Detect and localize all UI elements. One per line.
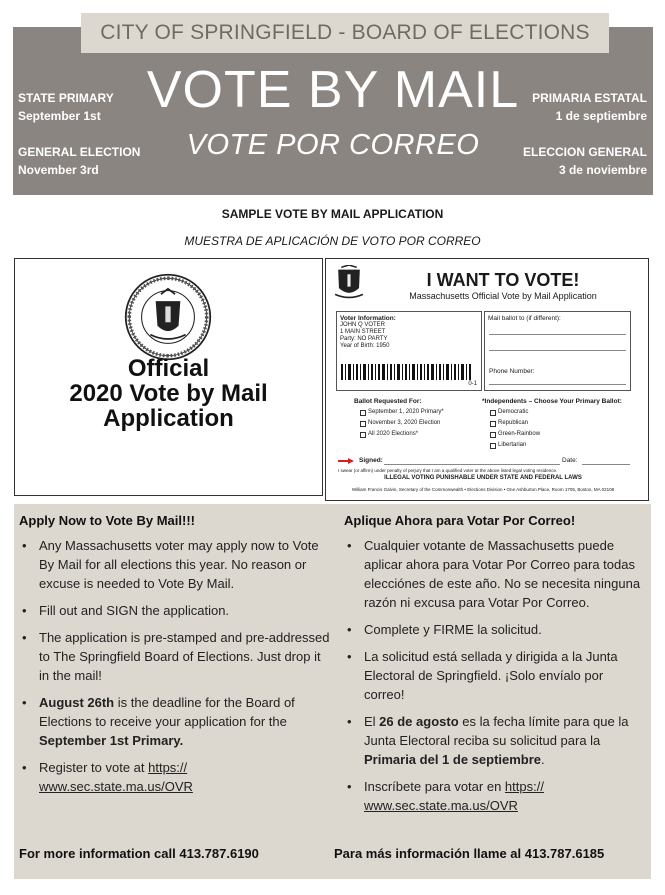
eleccion-general-block: [523, 143, 647, 179]
ballot-option: [360, 407, 444, 418]
voter-line: Party: NO PARTY: [340, 336, 388, 342]
official-line-3: Application: [103, 405, 234, 432]
ballot-requested-heading: Ballot Requested For:: [354, 398, 422, 405]
checkbox-icon: [360, 421, 366, 427]
party-option: [490, 418, 540, 429]
english-heading: Apply Now to Vote By Mail!!!: [19, 513, 195, 528]
deadline-text: is the deadline for the Board of Elections to receive your application for the: [39, 695, 295, 729]
checkbox-icon: [490, 421, 496, 427]
ballot-option: [360, 418, 444, 429]
signature-line: [384, 464, 560, 465]
checkbox-icon: [490, 410, 496, 416]
independents-heading: *Independents – Choose Your Primary Ballot:: [482, 398, 622, 405]
voter-info-label: Voter Information:: [340, 315, 396, 322]
mail-address-line: [489, 350, 626, 351]
party-option: [490, 440, 540, 451]
city-banner-text: CITY OF SPRINGFIELD - BOARD OF ELECTIONS: [100, 21, 590, 44]
deadline-end: .: [541, 752, 545, 767]
english-column: [19, 504, 333, 804]
ballot-option-label: All 2020 Elections*: [368, 431, 419, 437]
signed-label: Signed:: [359, 457, 383, 464]
sample-caption-es: MUESTRA DE APLICACIÓN DE VOTO POR CORREO: [184, 234, 481, 248]
spanish-column: [344, 504, 644, 823]
party-options: [490, 407, 540, 451]
spanish-contact-info: Para más información llame al 413.787.6185: [334, 846, 605, 861]
perjury-statement: I swear (or affirm) under penalty of perjury that I am a qualified voter at the above listed legal voting residence.: [338, 468, 558, 473]
page-title: VOTE BY MAIL: [146, 61, 520, 119]
official-application-card: [14, 258, 323, 496]
general-election-label: GENERAL ELECTION: [18, 145, 141, 159]
spanish-bullets: [344, 536, 644, 815]
party-option-label: Republican: [498, 420, 529, 426]
list-item: [344, 712, 644, 769]
mail-address-line: [489, 334, 626, 335]
sample-application-card: [325, 258, 649, 501]
deadline-text: es la fecha límite para que la Junta Electoral reciba su solicitud para la: [364, 714, 629, 748]
state-primary-block: [18, 89, 114, 125]
checkbox-icon: [490, 443, 496, 449]
mail-ballot-box: [484, 311, 631, 391]
voter-line: JOHN Q VOTER: [340, 322, 386, 328]
english-bullets: [19, 536, 333, 796]
state-primary-label: STATE PRIMARY: [18, 91, 114, 105]
list-item: [344, 777, 644, 815]
primaria-estatal-block: [532, 89, 647, 125]
party-option: [490, 407, 540, 418]
party-option: [490, 429, 540, 440]
general-election-date: November 3rd: [18, 163, 99, 177]
list-item: • Any Massachusetts voter may apply now to Vote By Mail for all elections this year. No reason or excuse is needed to Vote By Mail.: [19, 536, 333, 593]
party-option-label: Green-Rainbow: [498, 431, 541, 437]
deadline-primary: September 1st Primary.: [39, 733, 184, 748]
voter-info-box: [336, 311, 482, 391]
general-election-block: [18, 143, 140, 179]
voter-line: 1 MAIN STREET: [340, 329, 386, 335]
sample-caption-en: SAMPLE VOTE BY MAIL APPLICATION: [221, 207, 444, 221]
official-line-2: 2020 Vote by Mail: [69, 380, 268, 407]
list-item: • The application is pre-stamped and pre-addressed to The Springfield Board of Elections. Just drop it in the mail!: [19, 628, 333, 685]
mail-ballot-label: Mail ballot to (if different):: [488, 315, 561, 322]
i-want-to-vote-title: I WANT TO VOTE!: [426, 270, 580, 290]
checkbox-icon: [490, 432, 496, 438]
register-link[interactable]: https:// www.sec.state.ma.us/OVR: [364, 779, 544, 813]
register-link[interactable]: https:// www.sec.state.ma.us/OVR: [39, 760, 193, 794]
illegal-voting-notice: ILLEGAL VOTING PUNISHABLE UNDER STATE AND FEDERAL LAWS: [384, 475, 582, 481]
list-item: • La solicitud está sellada y dirigida a la Junta Electoral de Springfield. ¡Solo envíalo por correo!: [344, 647, 644, 704]
deadline-pre: El: [364, 714, 380, 729]
deadline-date: August 26th: [39, 695, 115, 710]
application-subtitle: Massachusetts Official Vote by Mail Application: [409, 291, 597, 301]
primaria-estatal-date: 1 de septiembre: [555, 109, 647, 123]
deadline-date: 26 de agosto: [379, 714, 459, 729]
deadline-primary: Primaria del 1 de septiembre: [364, 752, 542, 767]
state-primary-date: September 1st: [18, 109, 101, 123]
voter-line: Year of Birth: 1950: [340, 343, 390, 349]
header-band: [13, 21, 653, 195]
phone-label: Phone Number:: [489, 368, 535, 375]
eleccion-general-date: 3 de noviembre: [558, 163, 647, 177]
page-subtitle: VOTE POR CORREO: [186, 129, 480, 161]
party-option-label: Libertarian: [498, 442, 527, 448]
checkbox-icon: [360, 410, 366, 416]
ballot-option-label: September 1, 2020 Primary*: [368, 409, 444, 415]
english-contact-info: For more information call 413.787.6190: [19, 846, 259, 861]
spanish-heading: Aplique Ahora para Votar Por Correo!: [344, 513, 576, 528]
barcode: [341, 364, 473, 380]
checkbox-icon: [360, 432, 366, 438]
official-title: [15, 356, 322, 431]
phone-line: [489, 384, 626, 385]
signature-row: [338, 457, 628, 466]
secretary-footer: William Francis Galvin, Secretary of the Commonwealth • Elections Division • One Ashburton Place, Room 1705, Boston, MA 02108: [351, 487, 615, 492]
date-label: Date:: [562, 457, 578, 464]
list-item: • Fill out and SIGN the application.: [19, 601, 333, 620]
ballot-option: [360, 429, 444, 440]
info-panel: [14, 504, 651, 879]
primaria-estatal-label: PRIMARIA ESTATAL: [532, 91, 647, 105]
list-item: • Cualquier votante de Massachusetts puede aplicar ahora para Votar Por Correo para todas elecciónes de este año. No se necesita ninguna razón ni excusa para Votar Por Correo.: [344, 536, 644, 612]
party-option-label: Democratic: [498, 409, 529, 415]
ballot-option-label: November 3, 2020 Election: [368, 420, 441, 426]
voter-code: 0-1: [468, 381, 477, 387]
red-arrow-icon: [338, 458, 354, 464]
list-item: • Complete y FIRME la solicitud.: [344, 620, 644, 639]
ballot-options: [360, 407, 444, 440]
list-item: [19, 693, 333, 750]
register-text: Inscríbete para votar en: [364, 779, 505, 794]
list-item: [19, 758, 333, 796]
eleccion-general-label: ELECCION GENERAL: [522, 145, 647, 159]
city-banner: [81, 13, 609, 53]
official-line-1: Official: [127, 355, 210, 382]
massachusetts-seal-icon: [124, 273, 212, 361]
date-line: [582, 464, 630, 465]
register-text: Register to vote at: [39, 760, 149, 775]
